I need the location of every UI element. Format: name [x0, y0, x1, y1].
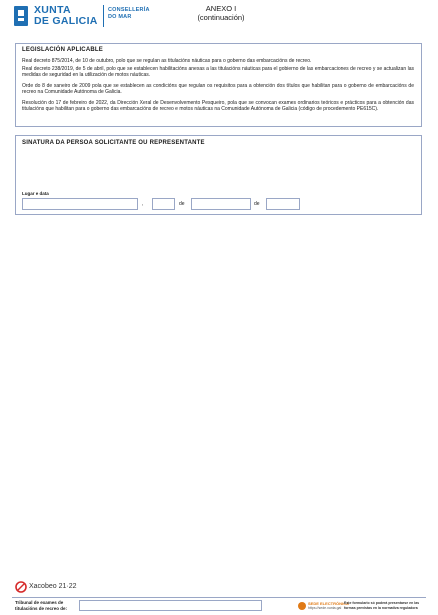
xacobeo-text: Xacobeo 21·22	[29, 583, 77, 590]
de-separator: de	[179, 201, 185, 207]
sede-url: https://sede.xunta.gal	[308, 606, 342, 610]
sede-note: Este formulario só poderá presentarse en las formas previstas en la normativa reguladora	[344, 601, 420, 610]
place-date-label: Lugar e data	[22, 191, 49, 196]
legislation-paragraph: Real decreto 875/2014, de 10 de outubro, polo que se regulan as titulacións náuticas para o goberno das embarcacións de recreo.	[22, 58, 312, 64]
comma-separator: ,	[142, 201, 144, 207]
tribunal-label: Tribunal de exames de titulacións de recreo de:	[15, 600, 68, 611]
xacobeo-mark-icon	[15, 581, 27, 593]
month-input[interactable]	[191, 198, 251, 210]
sede-electronica-icon	[298, 602, 306, 610]
sede-brand: SEDE ELECTRÓNICA	[308, 601, 349, 606]
galicia-crest-icon	[12, 4, 30, 28]
year-input[interactable]	[266, 198, 300, 210]
legislation-section	[15, 43, 422, 127]
legislation-paragraph: Real decreto 238/2019, de 5 de abril, polo que se establecen habilitacións anexas a las titulacións náuticas para el gobierno de las embarcaciones de recreo y se actualizan las medidas de seguridad en la utilización de motos náuticas.	[22, 66, 414, 78]
xunta-logo	[12, 4, 162, 30]
legislation-title: LEGISLACIÓN APLICABLE	[22, 47, 103, 53]
signature-section	[15, 135, 422, 215]
logo-divider	[103, 5, 104, 27]
day-input[interactable]	[152, 198, 175, 210]
legislation-paragraph: Resolución do 17 de febreiro de 2022, da Dirección Xeral de Desenvolvemento Pesqueiro, pola que se convocan exames ordinarios teóricos e prácticos para a obtención das titulacións que habilitan para o goberno das embarcacións de recreo e motos náuticas na Comunidade Autónoma de Galicia (código de procedemento PE615C).	[22, 100, 414, 112]
logo-name: XUNTA DE GALICIA	[34, 4, 98, 27]
annex-title: ANEXO I (continuación)	[197, 4, 245, 22]
place-input[interactable]	[22, 198, 138, 210]
tribunal-input[interactable]	[79, 600, 262, 611]
footer-divider	[12, 597, 426, 598]
sede-electronica-badge	[298, 601, 426, 613]
xacobeo-logo	[15, 581, 95, 593]
legislation-paragraph: Orde do 8 de xaneiro de 2009 pola que se establecen as condicións que regulan os requisitos para a obtención dos títulos que habilitan para o goberno de embarcacións de recreo na Comunidade Autónoma de Galicia.	[22, 83, 414, 95]
signature-title: SINATURA DA PERSOA SOLICITANTE OU REPRESENTANTE	[22, 140, 205, 146]
logo-department: CONSELLERÍA DO MAR	[108, 7, 150, 20]
de-separator: de	[254, 201, 260, 207]
